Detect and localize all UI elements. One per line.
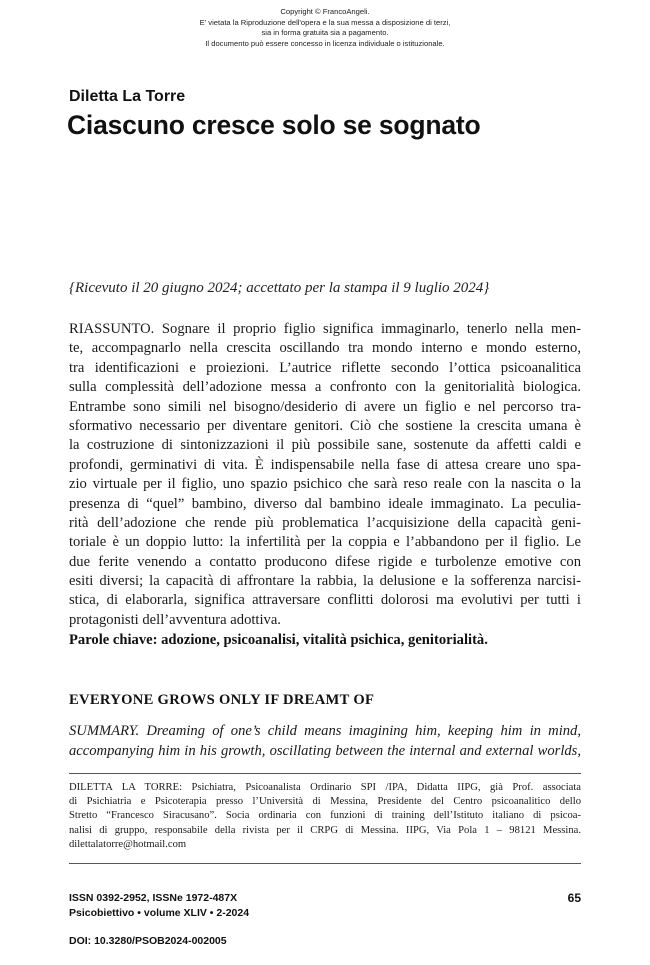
article-author: Diletta La Torre xyxy=(69,88,186,105)
abstract-line: tra identificazioni e proiezioni. L’autrice riflette secondo l’ottica psicoanalitica xyxy=(69,359,581,376)
abstract-line: la costruzione di sintonizzazioni il più possibile sane, sostenute da affetti caldi e xyxy=(69,437,581,454)
abstract-line: presenza di “quel” bambino, diverso dal bambino ideale immaginato. La peculia- xyxy=(69,495,581,512)
footnote-line: di Psichiatria e Psicoterapia presso l’Università di Messina, Presidente del Centro psicoanalitico dello xyxy=(69,796,581,808)
footnote-email: dilettalatorre@hotmail.com xyxy=(69,838,187,850)
abstract-line: profondi, germinativi di vita. È indispensabile nella fase di attesa creare uno spa- xyxy=(69,456,581,473)
copyright-line: E' vietata la Riproduzione dell'opera e la sua messa a disposizione di terzi, xyxy=(199,17,451,27)
abstract-italian xyxy=(69,320,581,630)
footnote-bottom-rule xyxy=(69,863,581,864)
abstract-line: sformativo necessario per diventare genitori. Ciò che sostiene la crescita umana è xyxy=(69,417,581,434)
summary-line: SUMMARY. Dreaming of one’s child means imagining him, keeping him in mind, xyxy=(69,723,581,739)
abstract-line: due ferite venendo a contatto producono difese rigide e turbolenze emotive con xyxy=(69,553,581,570)
abstract-line: te, accompagnarlo nella crescita oscillando tra mondo interno e mondo esterno, xyxy=(69,340,581,357)
abstract-line: esiti diversi; la capacità di affrontare la rabbia, la delusione e la sofferenza narcisi- xyxy=(69,573,581,590)
summary-english xyxy=(69,721,581,761)
author-footnote xyxy=(69,781,581,852)
footnote-line: nalisi di gruppo, responsabile della rivista per il CRPG di Messina. IIPG, Via Pola 1 – 98121 Messina. xyxy=(69,824,581,836)
copyright-line: Il documento può essere concesso in licenza individuale o istituzionale. xyxy=(205,38,445,48)
english-title: EVERYONE GROWS ONLY IF DREAMT OF xyxy=(69,692,375,708)
abstract-line: rità dell’adozione che rende più problematica l’acquisizione della capacità geni- xyxy=(69,514,581,531)
copyright-line: Copyright © FrancoAngeli. xyxy=(280,7,370,16)
abstract-line: protagonisti dell’avventura adottiva. xyxy=(69,611,281,628)
doi-line: DOI: 10.3280/PSOB2024-002005 xyxy=(69,935,227,947)
summary-line: accompanying him in his growth, oscillating between the internal and external worlds, xyxy=(69,743,581,759)
abstract-line: Entrambe sono simili nel bisogno/desiderio di avere un figlio e nel percorso tra- xyxy=(69,398,581,415)
abstract-line: sulla complessità dell’adozione messa a confronto con la genitorialità biologica. xyxy=(69,379,581,396)
copyright-line: sia in forma gratuita sia a pagamento. xyxy=(261,28,389,38)
footnote-line: DILETTA LA TORRE: Psichiatra, Psicoanalista Ordinario SPI /IPA, Didatta IIPG, già Prof. associata xyxy=(69,782,581,793)
issn-line: ISSN 0392-2952, ISSNe 1972-487X xyxy=(69,892,238,904)
journal-line: Psicobiettivo • volume XLIV • 2-2024 xyxy=(69,907,250,919)
footnote-top-rule xyxy=(69,773,581,774)
abstract-line: stica, di elaborarla, significa attraversare conflitti dolorosi ma evolutivi per tutti i xyxy=(69,592,581,609)
copyright-notice xyxy=(0,7,650,49)
received-date-note: {Ricevuto il 20 giugno 2024; accettato per la stampa il 9 luglio 2024} xyxy=(69,280,490,296)
footnote-line: Stretto “Francesco Siracusano”. Socia ordinaria con funzioni di training dell’Istituto italiano di psicoa- xyxy=(69,810,581,822)
abstract-line: zio virtuale per il figlio, uno spazio psichico che sarà reso reale con la nascita o la xyxy=(69,476,581,493)
article-title: Ciascuno cresce solo se sognato xyxy=(67,110,481,140)
abstract-line: RIASSUNTO. Sognare il proprio figlio significa immaginarlo, tenerlo nella men- xyxy=(69,321,581,337)
page-number: 65 xyxy=(567,891,581,905)
abstract-line: toriale è un doppio lutto: la infertilità per la coppia e l’abbandono per il figlio. Le xyxy=(69,534,581,551)
keywords: Parole chiave: adozione, psicoanalisi, vitalità psichica, genitorialità. xyxy=(69,632,488,648)
